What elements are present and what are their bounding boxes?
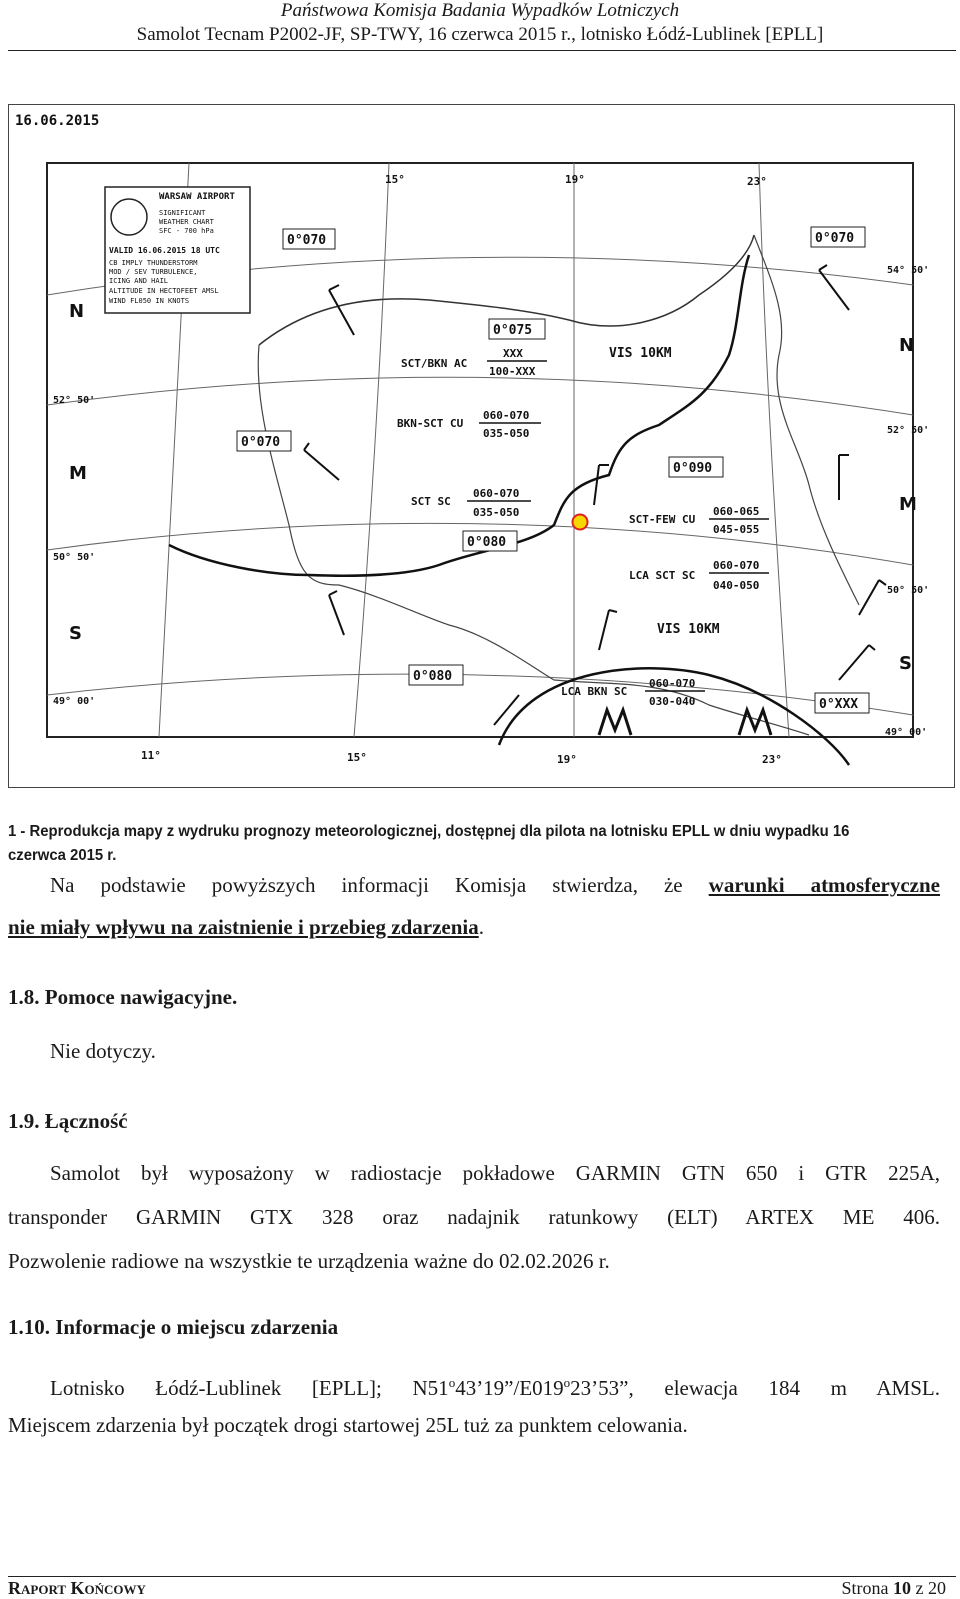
lon-top-23: 23° xyxy=(747,175,767,188)
degree-sup-1: o xyxy=(448,1375,456,1390)
area4-cloud: SCT-FEW CU xyxy=(629,513,696,526)
footer-page-total: z 20 xyxy=(915,1578,946,1598)
freezing-box-5: 0°080 xyxy=(467,535,507,550)
weather-chart-map xyxy=(9,105,954,787)
section-1-10-line-2: Miejscem zdarzenia był początek drogi startowej 25L tuż za punktem celowania. xyxy=(8,1413,688,1437)
conclusion-bold-1: warunki atmosferyczne xyxy=(708,873,941,897)
mountain-icon-2 xyxy=(739,710,771,735)
footer-page-label: Strona xyxy=(841,1578,889,1598)
freezing-box-4: 0°090 xyxy=(673,461,713,476)
lat-right-49-00: 49° 00' xyxy=(885,727,928,738)
legend-line6: MOD / SEV TURBULENCE, xyxy=(109,268,198,276)
header-organization: Państwowa Komisja Badania Wypadków Lotniczych xyxy=(280,0,680,21)
footer-page-number xyxy=(842,1578,947,1599)
legend-line3: SFC - 700 hPa xyxy=(159,227,214,235)
area6-cloud: LCA BKN SC xyxy=(561,685,628,698)
section-1-9-line-3: Pozwolenie radiowe na wszystkie te urządzenia ważne do 02.02.2026 r. xyxy=(8,1249,610,1273)
area1-base: 100-XXX xyxy=(489,365,536,378)
mountain-icon-1 xyxy=(599,710,631,735)
section-1-10-heading: 1.10. Informacje o miejscu zdarzenia xyxy=(8,1315,339,1339)
lat-right-50-50: 50° 50' xyxy=(887,585,930,596)
area5-base: 040-050 xyxy=(713,579,760,592)
footer-report-title: Raport Końcowy xyxy=(8,1578,146,1598)
freezing-box-2: 0°075 xyxy=(493,323,533,338)
section-1-9-line-1: Samolot był wyposażony w radiostacje pokładowe GARMIN GTN 650 i GTR 225A, xyxy=(50,1161,940,1185)
visibility-label-1: VIS 10KM xyxy=(609,346,672,361)
section-1-10-line-1 xyxy=(50,1362,940,1409)
area6-base: 030-040 xyxy=(649,695,696,708)
location-text-a: Lotnisko Łódź-Lublinek [EPLL]; N51 xyxy=(50,1376,449,1400)
zone-letter-right-s: S xyxy=(899,653,912,674)
legend-line9: WIND FL050 IN KNOTS xyxy=(109,297,190,305)
accident-location-marker xyxy=(573,515,588,530)
freezing-box-1: 0°070 xyxy=(287,233,327,248)
zone-letter-left-s: S xyxy=(69,623,82,644)
legend-line1: SIGNIFICANT xyxy=(159,209,206,217)
header-rule xyxy=(8,50,956,51)
legend-line8: ALTITUDE IN HECTOFEET AMSL xyxy=(109,287,219,295)
lon-bottom-11: 11° xyxy=(141,749,161,762)
conclusion-line-2 xyxy=(8,906,484,948)
lon-top-19: 19° xyxy=(565,173,585,186)
legend-title: WARSAW AIRPORT xyxy=(159,192,235,202)
lat-left-49-00: 49° 00' xyxy=(53,696,96,707)
conclusion-line-1 xyxy=(8,864,940,906)
area2-top: 060-070 xyxy=(483,409,530,422)
zone-letter-left-n: N xyxy=(69,301,85,322)
section-1-9-heading: 1.9. Łączność xyxy=(8,1109,128,1133)
section-1-9-line-2: transponder GARMIN GTX 328 oraz nadajnik ratunkowy (ELT) ARTEX ME 406. xyxy=(8,1205,940,1229)
map-date-stamp: 16.06.2015 xyxy=(15,113,100,129)
weather-chart-figure xyxy=(8,104,955,788)
header-subtitle: Samolot Tecnam P2002-JF, SP-TWY, 16 czerwca 2015 r., lotnisko Łódź-Lublinek [EPLL] xyxy=(136,24,824,45)
zone-letter-right-m: M xyxy=(899,494,917,515)
zone-letter-right-n: N xyxy=(899,335,915,356)
lon-top-15: 15° xyxy=(385,173,405,186)
area4-base: 045-055 xyxy=(713,523,760,536)
location-text-b: 43’19”/E019 xyxy=(455,1376,564,1400)
section-1-8-heading: 1.8. Pomoce nawigacyjne. xyxy=(8,985,238,1009)
freezing-box-3: 0°070 xyxy=(241,435,281,450)
zone-letter-left-m: M xyxy=(69,463,87,484)
area1-top: XXX xyxy=(503,347,523,360)
lat-left-52-50: 52° 50' xyxy=(53,395,96,406)
legend-line7: ICING AND HAIL xyxy=(109,277,169,285)
chart-legend xyxy=(105,187,250,313)
legend-line5: CB IMPLY THUNDERSTORM xyxy=(109,259,198,267)
area5-cloud: LCA SCT SC xyxy=(629,569,696,582)
freezing-box-8: 0°XXX xyxy=(819,697,859,712)
legend-line4: VALID 16.06.2015 18 UTC xyxy=(109,246,220,255)
conclusion-end: . xyxy=(478,915,484,939)
lon-bottom-19: 19° xyxy=(557,753,577,766)
lon-bottom-15: 15° xyxy=(347,751,367,764)
area2-base: 035-050 xyxy=(483,427,530,440)
area5-top: 060-070 xyxy=(713,559,760,572)
visibility-label-2: VIS 10KM xyxy=(657,622,720,637)
conclusion-text: Na podstawie powyższych informacji Komisja stwierdza, że xyxy=(50,873,709,897)
area2-cloud: BKN-SCT CU xyxy=(397,417,464,430)
footer-page-current: 10 xyxy=(893,1578,911,1598)
footer-rule xyxy=(8,1576,956,1577)
conclusion-bold-2: nie miały wpływu na zaistnienie i przebieg zdarzenia xyxy=(8,915,479,939)
area1-cloud: SCT/BKN AC xyxy=(401,357,468,370)
degree-sup-2: o xyxy=(563,1375,571,1390)
lat-right-52-50: 52° 50' xyxy=(887,425,930,436)
area4-top: 060-065 xyxy=(713,505,760,518)
location-text-c: 23’53”, elewacja 184 m AMSL. xyxy=(570,1376,940,1400)
lat-right-54-50: 54° 50' xyxy=(887,265,930,276)
area6-top: 060-070 xyxy=(649,677,696,690)
lat-left-50-50: 50° 50' xyxy=(53,552,96,563)
legend-line2: WEATHER CHART xyxy=(159,218,214,226)
section-1-8-text: Nie dotyczy. xyxy=(50,1039,156,1063)
area3-cloud: SCT SC xyxy=(411,495,451,508)
freezing-box-6: 0°080 xyxy=(413,669,453,684)
figure-caption: 1 - Reprodukcja mapy z wydruku prognozy meteorologicznej, dostępnej dla pilota na lotnisku EPLL w dniu wypadku 16 czerwca 2015 r. xyxy=(8,823,850,864)
lon-bottom-23: 23° xyxy=(762,753,782,766)
wind-barbs xyxy=(304,265,886,725)
area3-base: 035-050 xyxy=(473,506,520,519)
area3-top: 060-070 xyxy=(473,487,520,500)
freezing-box-7: 0°070 xyxy=(815,231,855,246)
